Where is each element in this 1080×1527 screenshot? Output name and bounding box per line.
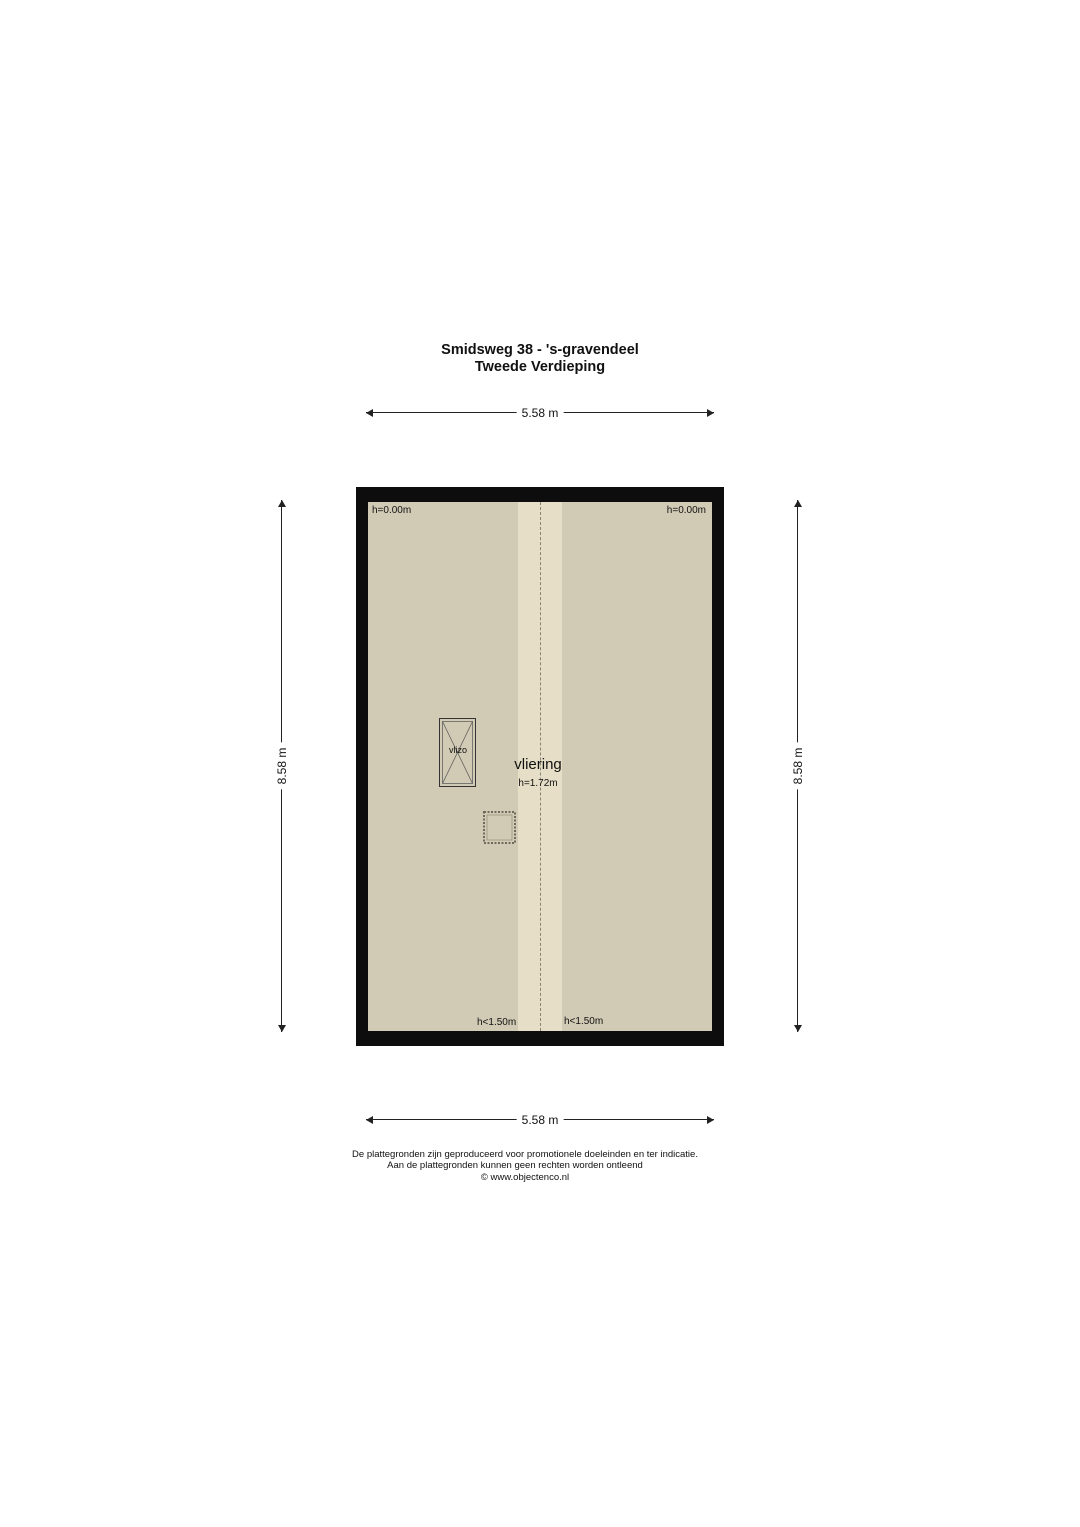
copyright-link: © www.objectenco.nl <box>480 1172 570 1183</box>
floor-plan <box>356 487 724 1046</box>
arrow-right-icon <box>707 409 714 417</box>
disclaimer-line-2: Aan de plattegronden kunnen geen rechten worden ontleend <box>387 1160 643 1171</box>
dimension-bottom <box>366 1112 714 1128</box>
arrow-left-icon <box>366 409 373 417</box>
height-marker-bottom-right: h<1.50m <box>564 1016 604 1027</box>
arrow-left-icon <box>366 1116 373 1124</box>
height-marker-top-right: h=0.00m <box>666 505 706 516</box>
arrow-down-icon <box>278 1025 286 1032</box>
plan-title: Smidsweg 38 - 's-gravendeel <box>441 342 639 358</box>
floor-title: Tweede Verdieping <box>474 359 606 375</box>
dimension-top-label: 5.58 m <box>517 404 564 422</box>
chimney-hatch-icon <box>483 811 516 844</box>
vlizo-label: vlizo <box>448 745 467 755</box>
dimension-left-label: 8.58 m <box>274 743 290 790</box>
dimension-bottom-label: 5.58 m <box>517 1111 564 1129</box>
height-marker-bottom-left: h<1.50m <box>477 1017 517 1028</box>
arrow-right-icon <box>707 1116 714 1124</box>
dimension-right <box>790 500 806 1032</box>
arrow-up-icon <box>278 500 286 507</box>
dimension-top <box>366 405 714 421</box>
room-vliering <box>368 502 712 1031</box>
room-name: vliering <box>514 756 562 773</box>
disclaimer-line-1: De plattegronden zijn geproduceerd voor promotionele doeleinden en ter indicatie. <box>352 1149 698 1160</box>
height-marker-top-left: h=0.00m <box>372 505 412 516</box>
arrow-up-icon <box>794 500 802 507</box>
attic-ladder-hatch <box>439 718 475 786</box>
room-height: h=1.72m <box>518 778 558 789</box>
dimension-left <box>274 500 290 1032</box>
arrow-down-icon <box>794 1025 802 1032</box>
dimension-right-label: 8.58 m <box>790 743 806 790</box>
